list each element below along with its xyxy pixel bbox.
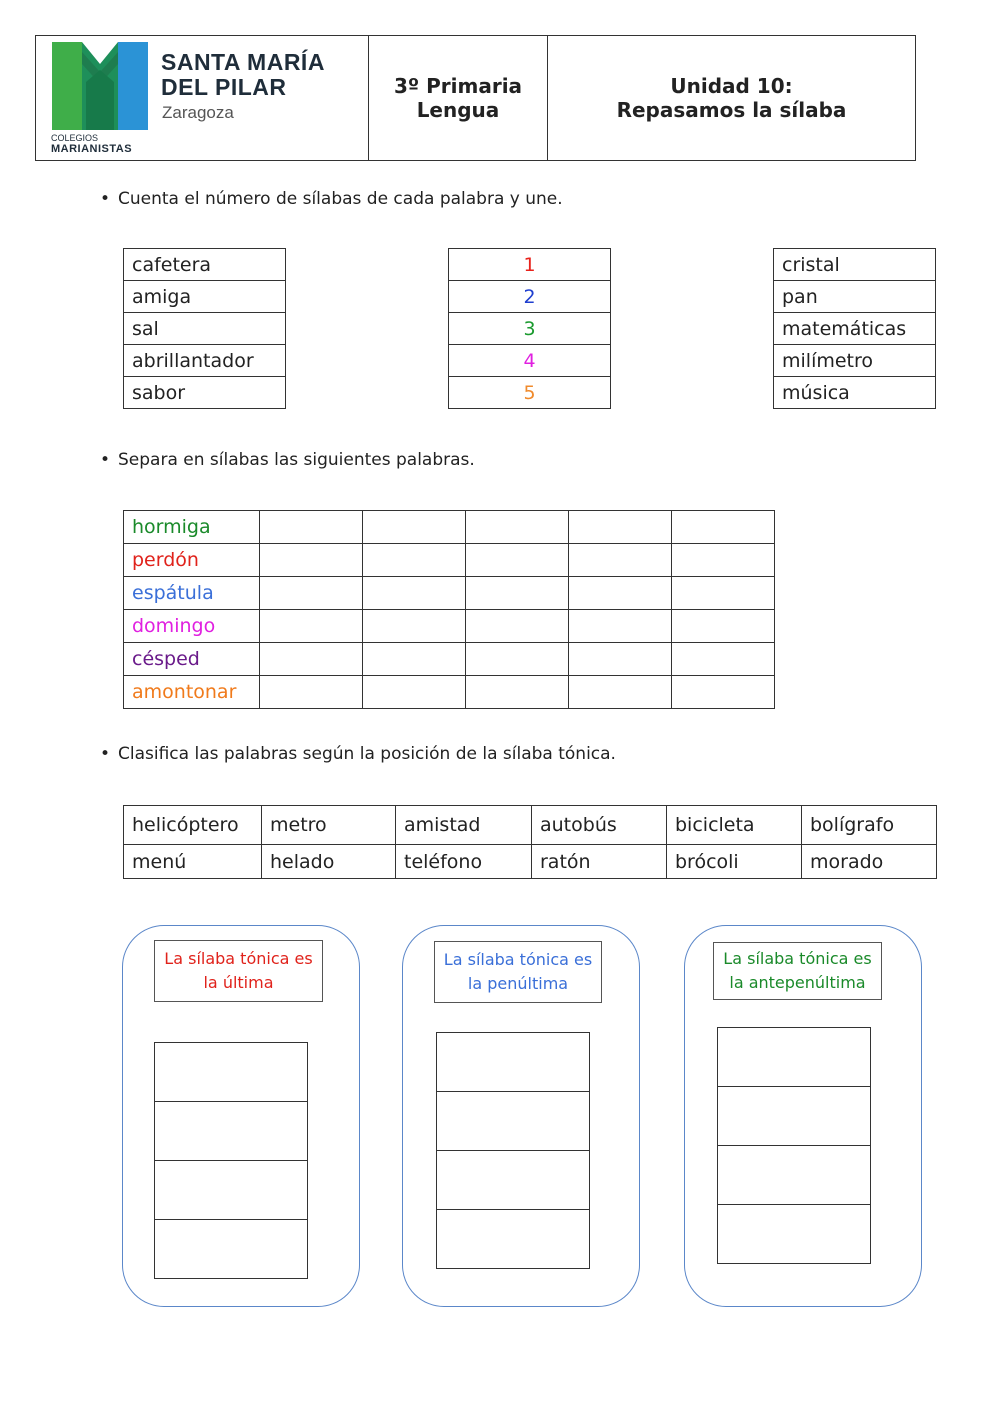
instruction-text: Separa en sílabas las siguientes palabras. [118,450,475,470]
syllable-cell[interactable] [260,676,363,709]
grid-word: amontonar [124,676,260,709]
syllable-cell[interactable] [466,511,569,544]
school-name-line1: SANTA MARÍA [161,49,325,75]
card-label-line1: La sílaba tónica es [164,949,313,968]
answer-slot[interactable] [437,1033,590,1092]
answer-slots-antepenultimate [717,1027,871,1264]
bullet-icon: • [100,189,111,209]
syllable-cell[interactable] [569,610,672,643]
grid-word: domingo [124,610,260,643]
list-item: abrillantador [124,345,286,377]
syllable-count-1: 1 [449,249,611,281]
answer-slot[interactable] [718,1146,871,1205]
syllable-cell[interactable] [466,577,569,610]
table-row [124,610,775,643]
answer-slot[interactable] [437,1092,590,1151]
table-row [124,511,775,544]
syllable-cell[interactable] [260,577,363,610]
syllable-count-5: 5 [449,377,611,409]
syllable-cell[interactable] [672,544,775,577]
answer-slots-penultimate [436,1032,590,1269]
list-item: cristal [774,249,936,281]
grid-word: perdón [124,544,260,577]
school-name [161,50,325,100]
syllable-cell[interactable] [260,643,363,676]
syllable-cell[interactable] [569,511,672,544]
word-cell: teléfono [396,845,532,879]
table-row [124,676,775,709]
card-antepenultimate-label [713,942,882,1000]
syllable-cell[interactable] [363,643,466,676]
syllable-cell[interactable] [569,577,672,610]
list-item: cafetera [124,249,286,281]
syllable-cell[interactable] [672,676,775,709]
word-cell: autobús [532,806,667,845]
worksheet-header [35,35,916,161]
grid-word: espátula [124,577,260,610]
syllable-cell[interactable] [672,511,775,544]
card-label-line2: la penúltima [467,974,569,993]
exercise3-instruction [100,744,616,764]
answer-slot[interactable] [437,1210,590,1269]
syllable-cell[interactable] [363,610,466,643]
answer-slot[interactable] [718,1087,871,1146]
word-cell: bolígrafo [802,806,937,845]
list-item: milímetro [774,345,936,377]
grid-word: césped [124,643,260,676]
logo-brand-text: MARIANISTAS [51,143,133,155]
word-cell: helado [262,845,396,879]
grade-text: 3º Primaria [393,74,523,98]
syllable-cell[interactable] [260,610,363,643]
syllable-cell[interactable] [466,544,569,577]
house-logo-icon [52,42,148,130]
list-item: música [774,377,936,409]
syllable-grid [123,510,775,709]
right-words-table [773,248,936,409]
subject-text: Lengua [416,98,500,122]
school-logo-block [36,36,369,160]
list-item: matemáticas [774,313,936,345]
word-cell: bicicleta [667,806,802,845]
card-last-label [154,940,323,1002]
syllable-cell[interactable] [363,511,466,544]
word-cell: helicóptero [124,806,262,845]
card-label-line2: la última [203,973,274,992]
instruction-text: Clasifica las palabras según la posición de la sílaba tónica. [118,744,616,764]
word-cell: amistad [396,806,532,845]
answer-slot[interactable] [155,1220,308,1279]
numbers-table [448,248,611,409]
list-item: pan [774,281,936,313]
bullet-icon: • [100,744,111,764]
answer-slot[interactable] [718,1028,871,1087]
school-name-line2: DEL PILAR [161,74,287,100]
grade-block [369,36,548,160]
answer-slot[interactable] [155,1161,308,1220]
syllable-cell[interactable] [672,610,775,643]
exercise1-instruction [100,189,563,209]
syllable-count-2: 2 [449,281,611,313]
answer-slot[interactable] [155,1102,308,1161]
logo-small-text: COLEGIOS [51,133,99,143]
unit-title: Repasamos la sílaba [616,98,847,122]
answer-slots-last [154,1042,308,1279]
left-words-table [123,248,286,409]
word-cell: morado [802,845,937,879]
card-label-line2: la antepenúltima [729,973,866,992]
syllable-cell[interactable] [466,643,569,676]
unit-number: Unidad 10: [670,74,793,98]
classify-words-table [123,805,937,879]
word-cell: ratón [532,845,667,879]
syllable-cell[interactable] [363,676,466,709]
word-cell: metro [262,806,396,845]
exercise2-instruction [100,450,475,470]
syllable-count-3: 3 [449,313,611,345]
list-item: sabor [124,377,286,409]
syllable-cell[interactable] [466,610,569,643]
list-item: sal [124,313,286,345]
bullet-icon: • [100,450,111,470]
syllable-count-4: 4 [449,345,611,377]
word-cell: brócoli [667,845,802,879]
syllable-cell[interactable] [569,643,672,676]
syllable-cell[interactable] [363,544,466,577]
school-city: Zaragoza [162,103,234,122]
syllable-cell[interactable] [466,676,569,709]
table-row [124,577,775,610]
unit-block [548,36,915,160]
list-item: amiga [124,281,286,313]
answer-slot[interactable] [437,1151,590,1210]
grid-word: hormiga [124,511,260,544]
card-label-line1: La sílaba tónica es [723,949,872,968]
syllable-cell[interactable] [260,511,363,544]
syllable-cell[interactable] [672,577,775,610]
syllable-cell[interactable] [569,676,672,709]
table-row [124,643,775,676]
card-label-line1: La sílaba tónica es [443,950,593,969]
syllable-cell[interactable] [569,544,672,577]
answer-slot[interactable] [718,1205,871,1264]
word-cell: menú [124,845,262,879]
card-penultimate-label [434,941,602,1003]
syllable-cell[interactable] [260,544,363,577]
instruction-text: Cuenta el número de sílabas de cada palabra y une. [118,189,563,209]
syllable-cell[interactable] [363,577,466,610]
syllable-cell[interactable] [672,643,775,676]
answer-slot[interactable] [155,1043,308,1102]
table-row [124,544,775,577]
